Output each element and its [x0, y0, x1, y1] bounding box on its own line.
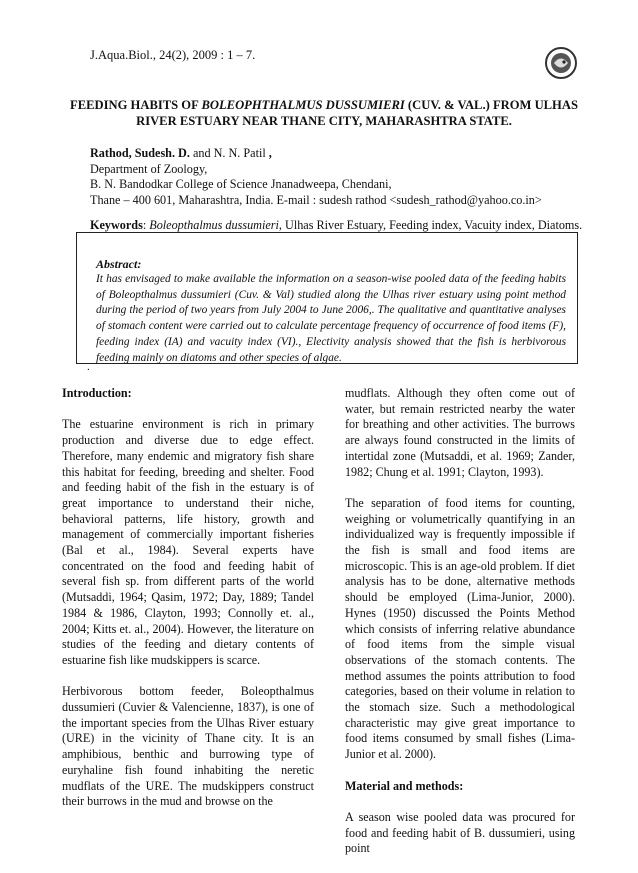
- address: Thane – 400 601, Maharashtra, India. E-mail : sudesh rathod <sudesh_rathod@yahoo.co.in>: [90, 193, 542, 208]
- journal-reference: J.Aqua.Biol., 24(2), 2009 : 1 – 7.: [90, 48, 256, 62]
- right-paragraph-1: mudflats. Although they often come out of water, but remain restricted nearby the water for breathing and other activities. The burrows are always found constructed in the limits of intertidal zone (Mutsaddi, et al. 1969; Zander, 1982; Chung et al. 1991; Clayton, 1993).: [345, 386, 575, 479]
- keywords: Keywords: Boleopthalmus dussumieri, Ulhas River Estuary, Feeding index, Vacuity index, Diatoms.: [90, 218, 583, 232]
- methods-paragraph-1: A season wise pooled data was procured for food and feeding habit of B. dussumieri, using point: [345, 809, 575, 856]
- introduction-heading: Introduction:: [62, 386, 132, 400]
- abstract-heading: Abstract:: [96, 257, 142, 271]
- intro-paragraph-2: Herbivorous bottom feeder, Boleopthalmus dussumieri (Cuvier & Valencienne, 1837), is one of the important species from the Ulhas River estuary (URE) in the vicinity of Thane city. It is an amphibious, benthic and burrowing type of euryhaline fish found inhabiting the neretic mudflats of the URE. The mudskippers construct their burrows in the mud and browse on the: [62, 684, 314, 809]
- right-column: [345, 386, 575, 873]
- department: Department of Zoology,: [90, 161, 208, 176]
- intro-paragraph-1: The estuarine environment is rich in primary production and diverse due to edge effect. Therefore, many endemic and migratory fish share this habitat for feeding, breeding and shelter. Food and feeding habit of the fish in the estuary is of great importance to understand their niche, behavioral patterns, life history, growth and management of commercially important fisheries (Bal et al., 1984). Several experts have concentrated on the food and feeding habit of several fish sp. from different parts of the world (Mutsaddi, 1964; Qasim, 1972; Day, 1889; Tandel 1984 & 1986, Clayton, 1993; Connolly et. al., 2004; Kitts et. al., 2004). However, the literature on studies of the feeding and dietary contents of estuarine fish like mudskippers is scarce.: [62, 417, 314, 667]
- journal-logo-icon: [544, 46, 578, 80]
- author-primary: Rathod, Sudesh. D.: [90, 146, 190, 160]
- methods-heading: Material and methods:: [345, 778, 464, 793]
- author-block: Rathod, Sudesh. D. and N. N. Patil , Department of Zoology, B. N. Bandodkar College of Science Jnanadweepa, Chendani, Thane – 400 601, Maharashtra, India. E-mail : sudesh rathod <sudesh_rathod@yahoo.co.in>: [90, 146, 542, 208]
- college: B. N. Bandodkar College of Science Jnanadweepa, Chendani,: [90, 177, 392, 192]
- right-paragraph-2: The separation of food items for counting, weighing or volumetrically quantifying in an individualized way is frequently impossible if the fish is small and food items are microscopic. This is an age-old problem. If diet analysis has to be done, alternative methods should be employed (Lima-Junior, 2000). Hynes (1950) discussed the Points Method which consists of inferring relative abundance of food items from the simple visual observations of the stomach contents. The method assumes the points attribution to food categories, based on their volume in relation to the stomach size. Such a methodological characteristic may give great importance to food items consumed by small fishes (Lima-Junior et al. 2000).: [345, 495, 575, 762]
- abstract-body: It has envisaged to make available the information on a season-wise pooled data of the feeding habits of Boleopthalmus dussumieri (Cuv. & Val) studied along the Ulhas river estuary using point method during the period of two years from July 2004 to June 2006,. The qualitative and quantitative analyses of stomach content were carried out to calculate percentage frequency of occurrence of food items (F), feeding index (IA) and vacuity index (VI)., Electivity analysis showed that the fish is herbivorous feeding mainly on diatoms and other species of algae.: [96, 273, 566, 364]
- left-column: [62, 386, 314, 826]
- paper-title: FEEDING HABITS OF BOLEOPHTHALMUS DUSSUMIERI (CUV. & VAL.) FROM ULHAS RIVER ESTUARY NEAR THANE CITY, MAHARASHTRA STATE.: [70, 98, 578, 128]
- abstract-dot: .: [87, 361, 90, 373]
